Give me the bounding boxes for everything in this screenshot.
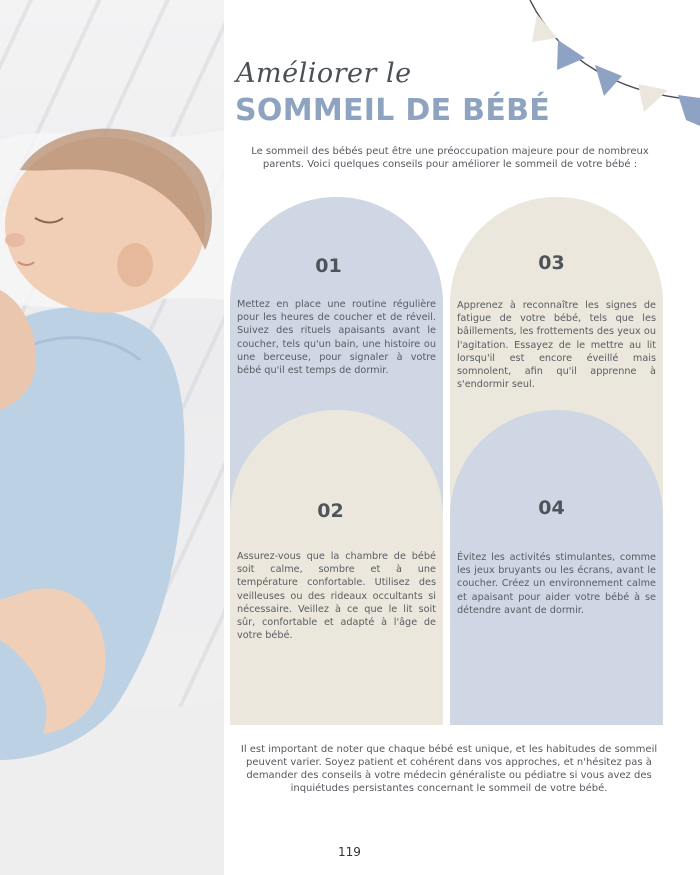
bunting-flag-blue — [557, 40, 585, 70]
tip-text-01: Mettez en place une routine régulière pour les heures de coucher et de réveil. Suivez des rituels apaisants avant le coucher, tels qu'un bain, une histoire ou une berceuse, pour signaler à votre bébé qu'il est temps de dormir. — [237, 299, 436, 377]
page-number: 119 — [338, 845, 361, 859]
closing-paragraph: Il est important de noter que chaque bébé est unique, et les habitudes de sommeil peuvent varier. Soyez patient et cohérent dans vos approches, et n'hésitez pas à demander des conseils à votre médecin généraliste ou pédiatre si vous avez des inquiétudes persistantes concernant le sommeil de votre bébé. — [240, 744, 658, 794]
script-title: Améliorer le — [236, 58, 412, 89]
baby-illustration — [0, 0, 224, 875]
intro-paragraph: Le sommeil des bébés peut être une préoccupation majeure pour de nombreux parents. Voici quelques conseils pour améliorer le sommeil de votre bébé : — [251, 146, 649, 170]
tip-text-03: Apprenez à reconnaître les signes de fatigue de votre bébé, tels que les bâillements, les frottements des yeux ou l'agitation. Essayez de le mettre au lit lorsqu'il est encore éveillé mais somnolent, afin qu'il apprenne à s'endormir seul. — [457, 300, 656, 391]
tip-number-02: 02 — [317, 500, 344, 522]
page-title: SOMMEIL DE BÉBÉ — [235, 93, 551, 128]
bunting-flag-blue — [595, 65, 622, 96]
bunting-flag-cream — [638, 84, 668, 112]
sleeping-baby-photo — [0, 0, 224, 875]
tip-number-03: 03 — [538, 252, 565, 274]
tip-number-01: 01 — [315, 255, 342, 277]
tip-text-04: Évitez les activités stimulantes, comme les jeux bruyants ou les écrans, avant le coucher. Créez un environnement calme et apaisant pour aider votre bébé à se détendre avant de dormir. — [457, 552, 656, 616]
bunting-flag-blue — [678, 95, 700, 126]
tip-number-04: 04 — [538, 497, 565, 519]
bunting-flag-cream — [532, 14, 557, 42]
tip-text-02: Assurez-vous que la chambre de bébé soit calme, sombre et à une température confortable. Utilisez des veilleuses ou des rideaux occultants si nécessaire. Veillez à ce que le lit soit sûr, confortable et adapté à l'âge de votre bébé. — [237, 551, 436, 642]
